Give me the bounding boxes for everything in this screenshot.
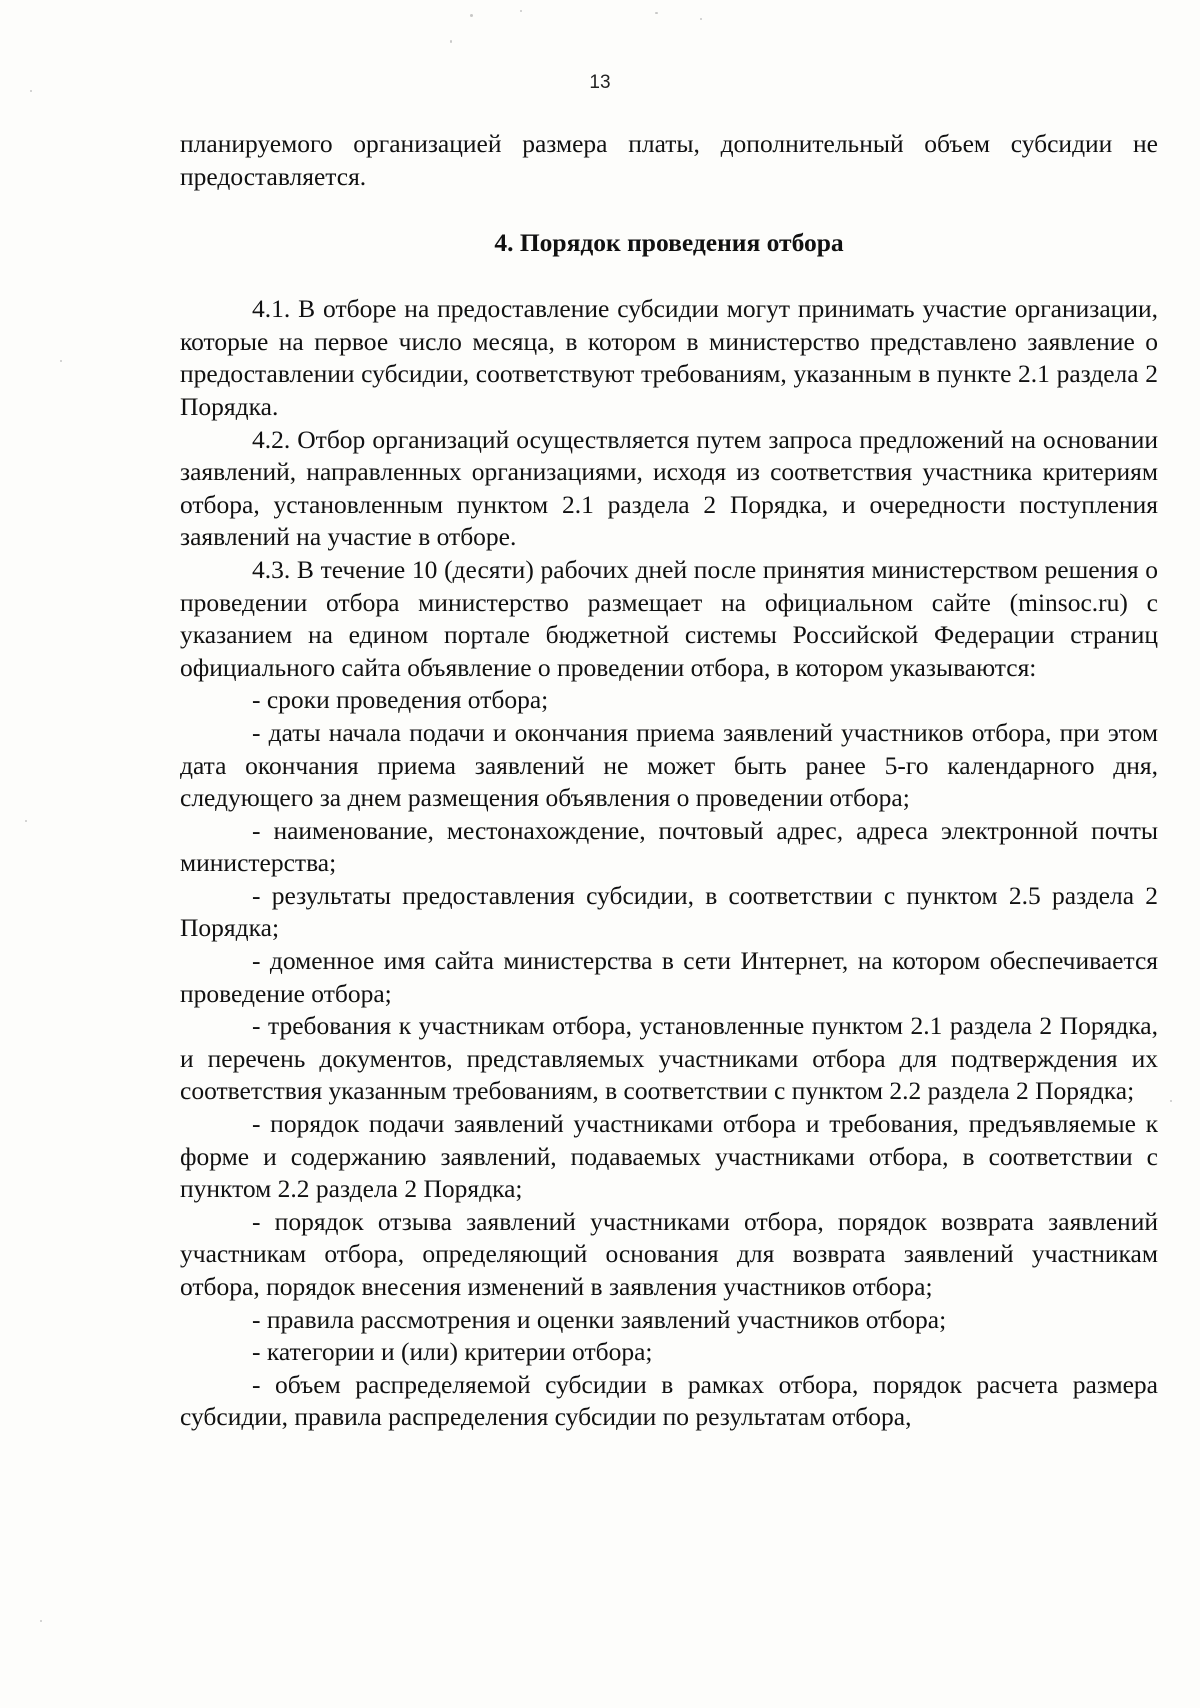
list-item: - правила рассмотрения и оценки заявлений участников отбора; bbox=[252, 1304, 947, 1334]
scan-speck bbox=[470, 14, 473, 17]
list-item: - порядок отзыва заявлений участниками отбора, порядок возврата заявлений участникам отбора, определяющий основания для возврата заявлений участникам отбора, порядок внесения изменений в заявления участников отбора; bbox=[180, 1206, 1158, 1301]
scan-speck bbox=[25, 820, 27, 822]
list-item: - категории и (или) критерии отбора; bbox=[252, 1337, 653, 1367]
list-item: - наименование, местонахождение, почтовый адрес, адреса электронной почты министерства; bbox=[180, 815, 1158, 878]
scan-speck bbox=[700, 18, 702, 20]
paragraph-4-1: 4.1. В отборе на предоставление субсидии могут принимать участие организации, которые на первое число месяца, в котором в министерство представлено заявление о предоставлении субсидии, соответствуют требованиям, указанным в пункте 2.1 раздела 2 Порядка. bbox=[180, 294, 1158, 421]
paragraph-4-3: 4.3. В течение 10 (десяти) рабочих дней после принятия министерством решения о проведении отбора министерство размещает на официальном сайте (minsoc.ru) с указанием на едином портале бюджетной системы Российской Федерации страниц официального сайта объявление о проведении отбора, в котором указываются: bbox=[180, 554, 1158, 682]
list-item: - результаты предоставления субсидии, в соответствии с пунктом 2.5 раздела 2 Порядка; bbox=[180, 880, 1158, 943]
list-item: - сроки проведения отбора; bbox=[252, 685, 549, 715]
scan-speck bbox=[655, 12, 658, 14]
list-item: - доменное имя сайта министерства в сети Интернет, на котором обеспечивается проведение отбора; bbox=[180, 946, 1158, 1008]
scan-speck bbox=[450, 40, 452, 43]
page-number: 13 bbox=[589, 72, 611, 93]
scan-speck bbox=[60, 360, 62, 362]
list-item: - требования к участникам отбора, установленные пунктом 2.1 раздела 2 Порядка, и перечень документов, представляемых участниками отбора для подтверждения их соответствия указанным требованиям, в соответствии с пунктом 2.2 раздела 2 Порядка; bbox=[180, 1011, 1158, 1106]
continuation-paragraph: планируемого организацией размера платы, дополнительный объем субсидии не предоставляется. bbox=[180, 129, 1158, 191]
paragraph-4-2: 4.2. Отбор организаций осуществляется путем запроса предложений на основании заявлений, направленных организациями, исходя из соответствия участника критериям отбора, установленным пунктом 2.1 раздела 2 Порядка, и очередности поступления заявлений на участие в отборе. bbox=[180, 424, 1158, 552]
scan-speck bbox=[520, 10, 522, 12]
section-title: 4. Порядок проведения отбора bbox=[494, 228, 844, 258]
list-item: - порядок подачи заявлений участниками отбора и требования, предъявляемые к форме и содержанию заявлений, подаваемых участниками отбора, в соответствии с пунктом 2.2 раздела 2 Порядка; bbox=[180, 1109, 1158, 1204]
list-item: - даты начала подачи и окончания приема заявлений участников отбора, при этом дата окончания приема заявлений не может быть ранее 5-го календарного дня, следующего за днем размещения объявления о проведении отбора; bbox=[180, 717, 1158, 813]
scan-speck bbox=[1170, 1100, 1172, 1102]
scan-speck bbox=[40, 1620, 42, 1622]
list-item: - объем распределяемой субсидии в рамках отбора, порядок расчета размера субсидии, правила распределения субсидии по результатам отбора, bbox=[180, 1369, 1158, 1432]
document-body bbox=[180, 128, 1158, 1434]
